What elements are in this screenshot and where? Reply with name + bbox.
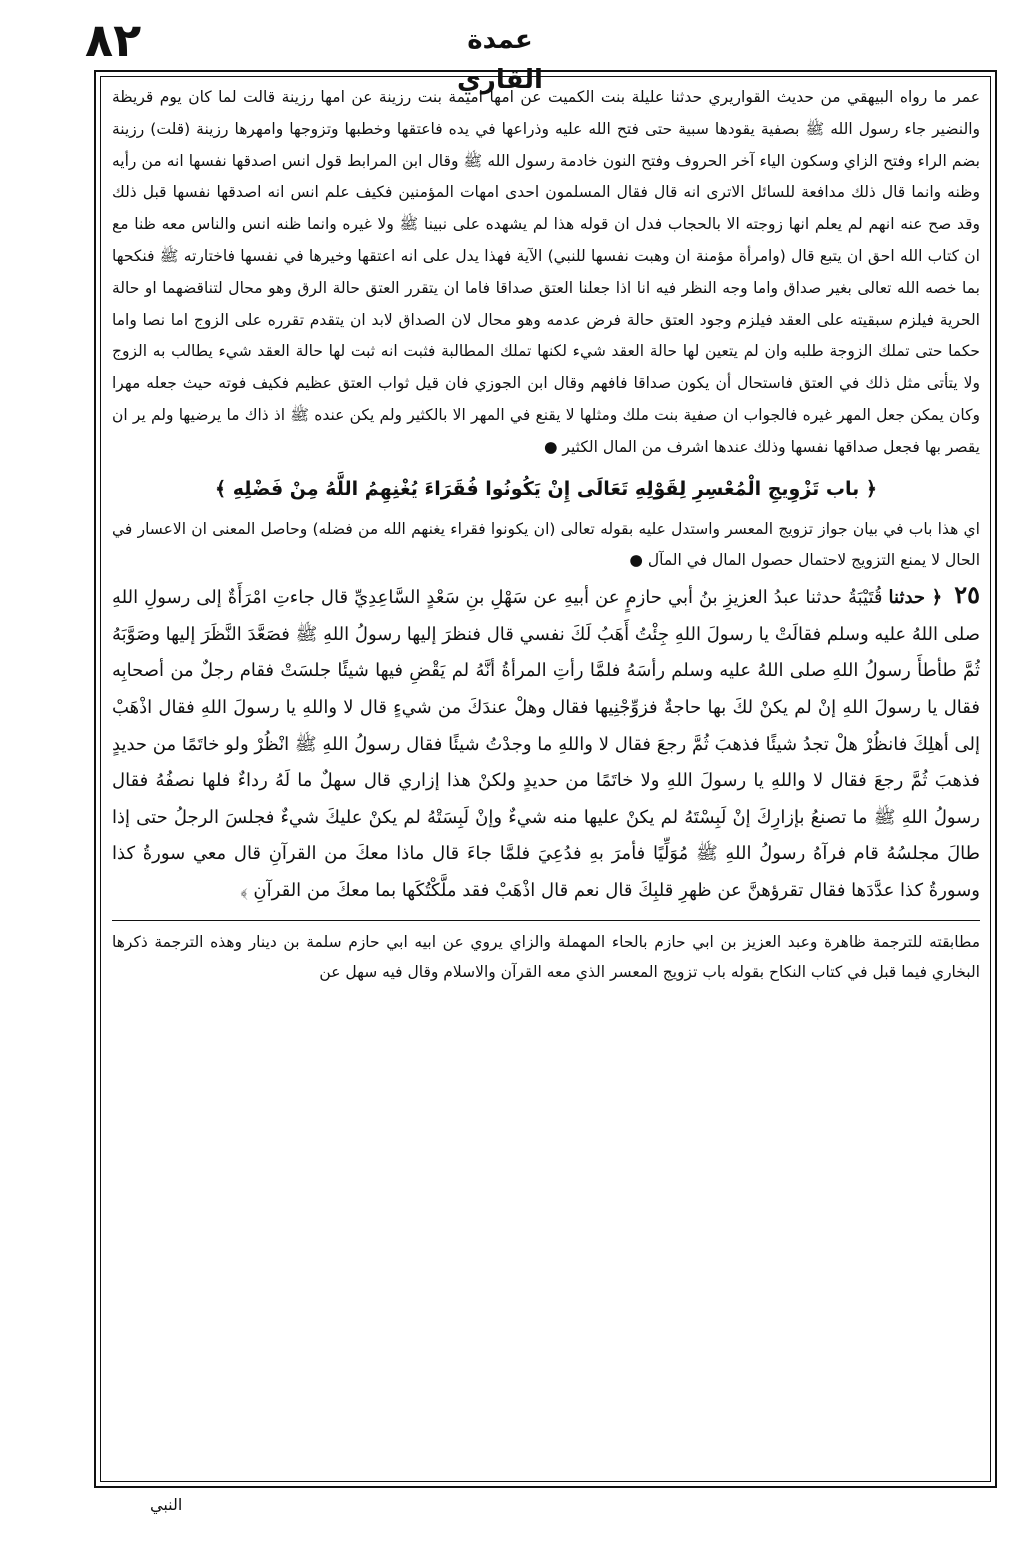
summary-paragraph: مطابقته للترجمة ظاهرة وعبد العزيز بن ابي حازم بالحاء المهملة والزاي يروي عن ابيه ابي حازم سلمة بن دينار وهذه الترجمة ذكرها البخاري فيما قبل في كتاب النكاح بقوله باب تزويج المعسر الذي معه القرآن والاسلام وقال فيه سهل عن	[112, 932, 980, 981]
commentary-paragraph: عمر ما رواه البيهقي من حديث القواريري حدثنا عليلة بنت الكميت عن امها اميمة بنت رزينة عن امها رزينة قالت لما كان يوم قريظة والنضير جاء رسول الله ﷺ بصفية يقودها سبية حتى فتح الله عليه وذراعها في يده فاعتقها وخطبها وتزوجها وامهرها رزينة (قلت) رزينة بضم الراء وفتح الزاي وسكون الياء آخر الحروف وفتح النون خادمة رسول الله ﷺ وقال ابن المرابط قول انس اصدقها نفسها انه من رأيه وظنه وانما قال ذلك مدافعة للسائل الاترى انه قال فقال المسلمون احدى امهات المؤمنين فكيف علم انس انه اصدقها نفسها قبل ذلك وقد صح عنه انهم لم يعلم انها زوجته الا بالحجاب فدل ان قوله هذا لم يشهده على نبينا ﷺ ولا غيره وانما ظنه انس والناس معه ظنا مع ان كتاب الله احق ان يتبع قال (وامرأة مؤمنة ان وهبت نفسها للنبي) الآية فهذا يدل على انه اعتقها وخيرها في نفسها فاختارته ﷺ فنكحها بما خصه الله تعالى بغير صداق واما وجه النظر فيه انا اذا جعلنا العتق صداقا فاما ان يتقرر العتق حالة الرق وهو محال لتناقضهما او حالة الحرية فيلزم سبقيته على العقد فيلزم وجود العتق حالة فرض عدمه وهو محال لان الصداق لابد ان يتقدم تقرره على الزوج اما نصا واما حكما حتى تملك الزوجة طلبه وان لم يتعين لها حالة العقد شيء لكنها تملك المطالبة فثبت انه ثبت لها حالة العقد شيء يطالب به الزوج ولا يتأتى مثل ذلك في العتق فاستحال أن يكون صداقا فافهم وقال ابن الجوزي فان قيل ثواب العتق عظيم فكيف فوته حيث جعله مهرا وكان يمكن جعل المهر غيره فالجواب ان صفية بنت ملك ومثلها لا يقنع في المهر الا بالكثير ولم يكن عنده ﷺ اذ ذاك ما يرضيها ولم ير ان يقصر بها فجعل صداقها نفسها وذلك عندها اشرف من المال الكثير ●	[112, 88, 980, 456]
page-number: ٨٢	[85, 13, 142, 67]
chapter-heading: ﴿ باب تَزْوِيجِ الْمُعْسِرِ لِقَوْلِهِ تَعَالَى إِنْ يَكُونُوا فُقَرَاءَ يُغْنِهِمُ اللَّهُ مِنْ فَضْلِهِ ﴾	[214, 477, 878, 500]
footer-catchword: النبي	[150, 1495, 183, 1514]
page-content	[112, 82, 980, 1480]
hadith-text: قُتَيْبَةُ حدثنا عبدُ العزيزِ بنُ أبي حازمٍ عن أبيهِ عن سَهْلِ بنِ سَعْدٍ السَّاعِدِيِّ قال جاءتِ امْرَأَةٌ إلى رسولِ اللهِ صلى اللهُ عليه وسلم فقالَتْ يا رسولَ اللهِ جِئْتُ أَهَبُ لَكَ نفسي قال فنظرَ إليها رسولُ اللهِ ﷺ فصَعَّدَ النَّظَرَ إليها وصَوَّبَهُ ثُمَّ طأطأَ رسولُ اللهِ صلى اللهُ عليه وسلم رأسَهُ فلمَّا رأتِ المرأةُ أنَّهُ لم يَقْضِ فيها شيئًا جلسَتْ فقام رجلٌ من أصحابِه فقال يا رسولَ اللهِ إنْ لم يكنْ لكَ بها حاجةٌ فزوِّجْنِيها فقال وهلْ عندَكَ من شيءٍ قال لا واللهِ يا رسولَ اللهِ فقال اذْهَبْ إلى أهلِكَ فانظُرْ هلْ تجدُ شيئًا فذهبَ ثُمَّ رجعَ فقال لا واللهِ ما وجدْتُ شيئًا فقال رسولُ اللهِ ﷺ انْظُرْ ولو خاتَمًا من حديدٍ فذهبَ ثُمَّ رجعَ فقال لا واللهِ يا رسولَ اللهِ ولا خاتَمًا من حديدٍ ولكنْ هذا إزاري قال سهلٌ ما لَهُ رداءٌ فلها نصفُهُ فقال رسولُ اللهِ ﷺ ما تصنعُ بإزارِكَ إنْ لَبِسْتَهُ لم يكنْ عليها منه شيءٌ وإنْ لَبِسَتْهُ لم يكنْ عليكَ شيءٌ فجلسَ الرجلُ حتى إذا طالَ مجلسُهُ قام فرآهُ رسولُ اللهِ ﷺ مُوَلِّيًا فأمرَ بهِ فدُعِيَ فلمَّا جاءَ قال ماذا معكَ من القرآنِ قال معي سورةُ كذا وسورةُ كذا عدَّدَها فقال تقرؤهنَّ عن ظهرِ قلبِكَ قال نعم قال اذْهَبْ فقد ملَّكْتُكَها بما معكَ من القرآنِ ﴾	[112, 587, 980, 901]
page-header	[0, 0, 1033, 95]
section-divider	[112, 920, 980, 921]
hadith-number: ٢٥	[954, 580, 980, 610]
chapter-explanation: اي هذا باب في بيان جواز تزويج المعسر واستدل عليه بقوله تعالى (ان يكونوا فقراء يغنهم الله من فضله) وحاصل المعنى ان الاعسار في الحال لا يمنع التزويج لاحتمال حصول المال في المآل ●	[112, 519, 980, 570]
hadith-block	[112, 577, 980, 909]
hadith-lead: ﴿ حدثنا	[888, 587, 943, 609]
book-title: عمدة القاري	[457, 25, 543, 95]
